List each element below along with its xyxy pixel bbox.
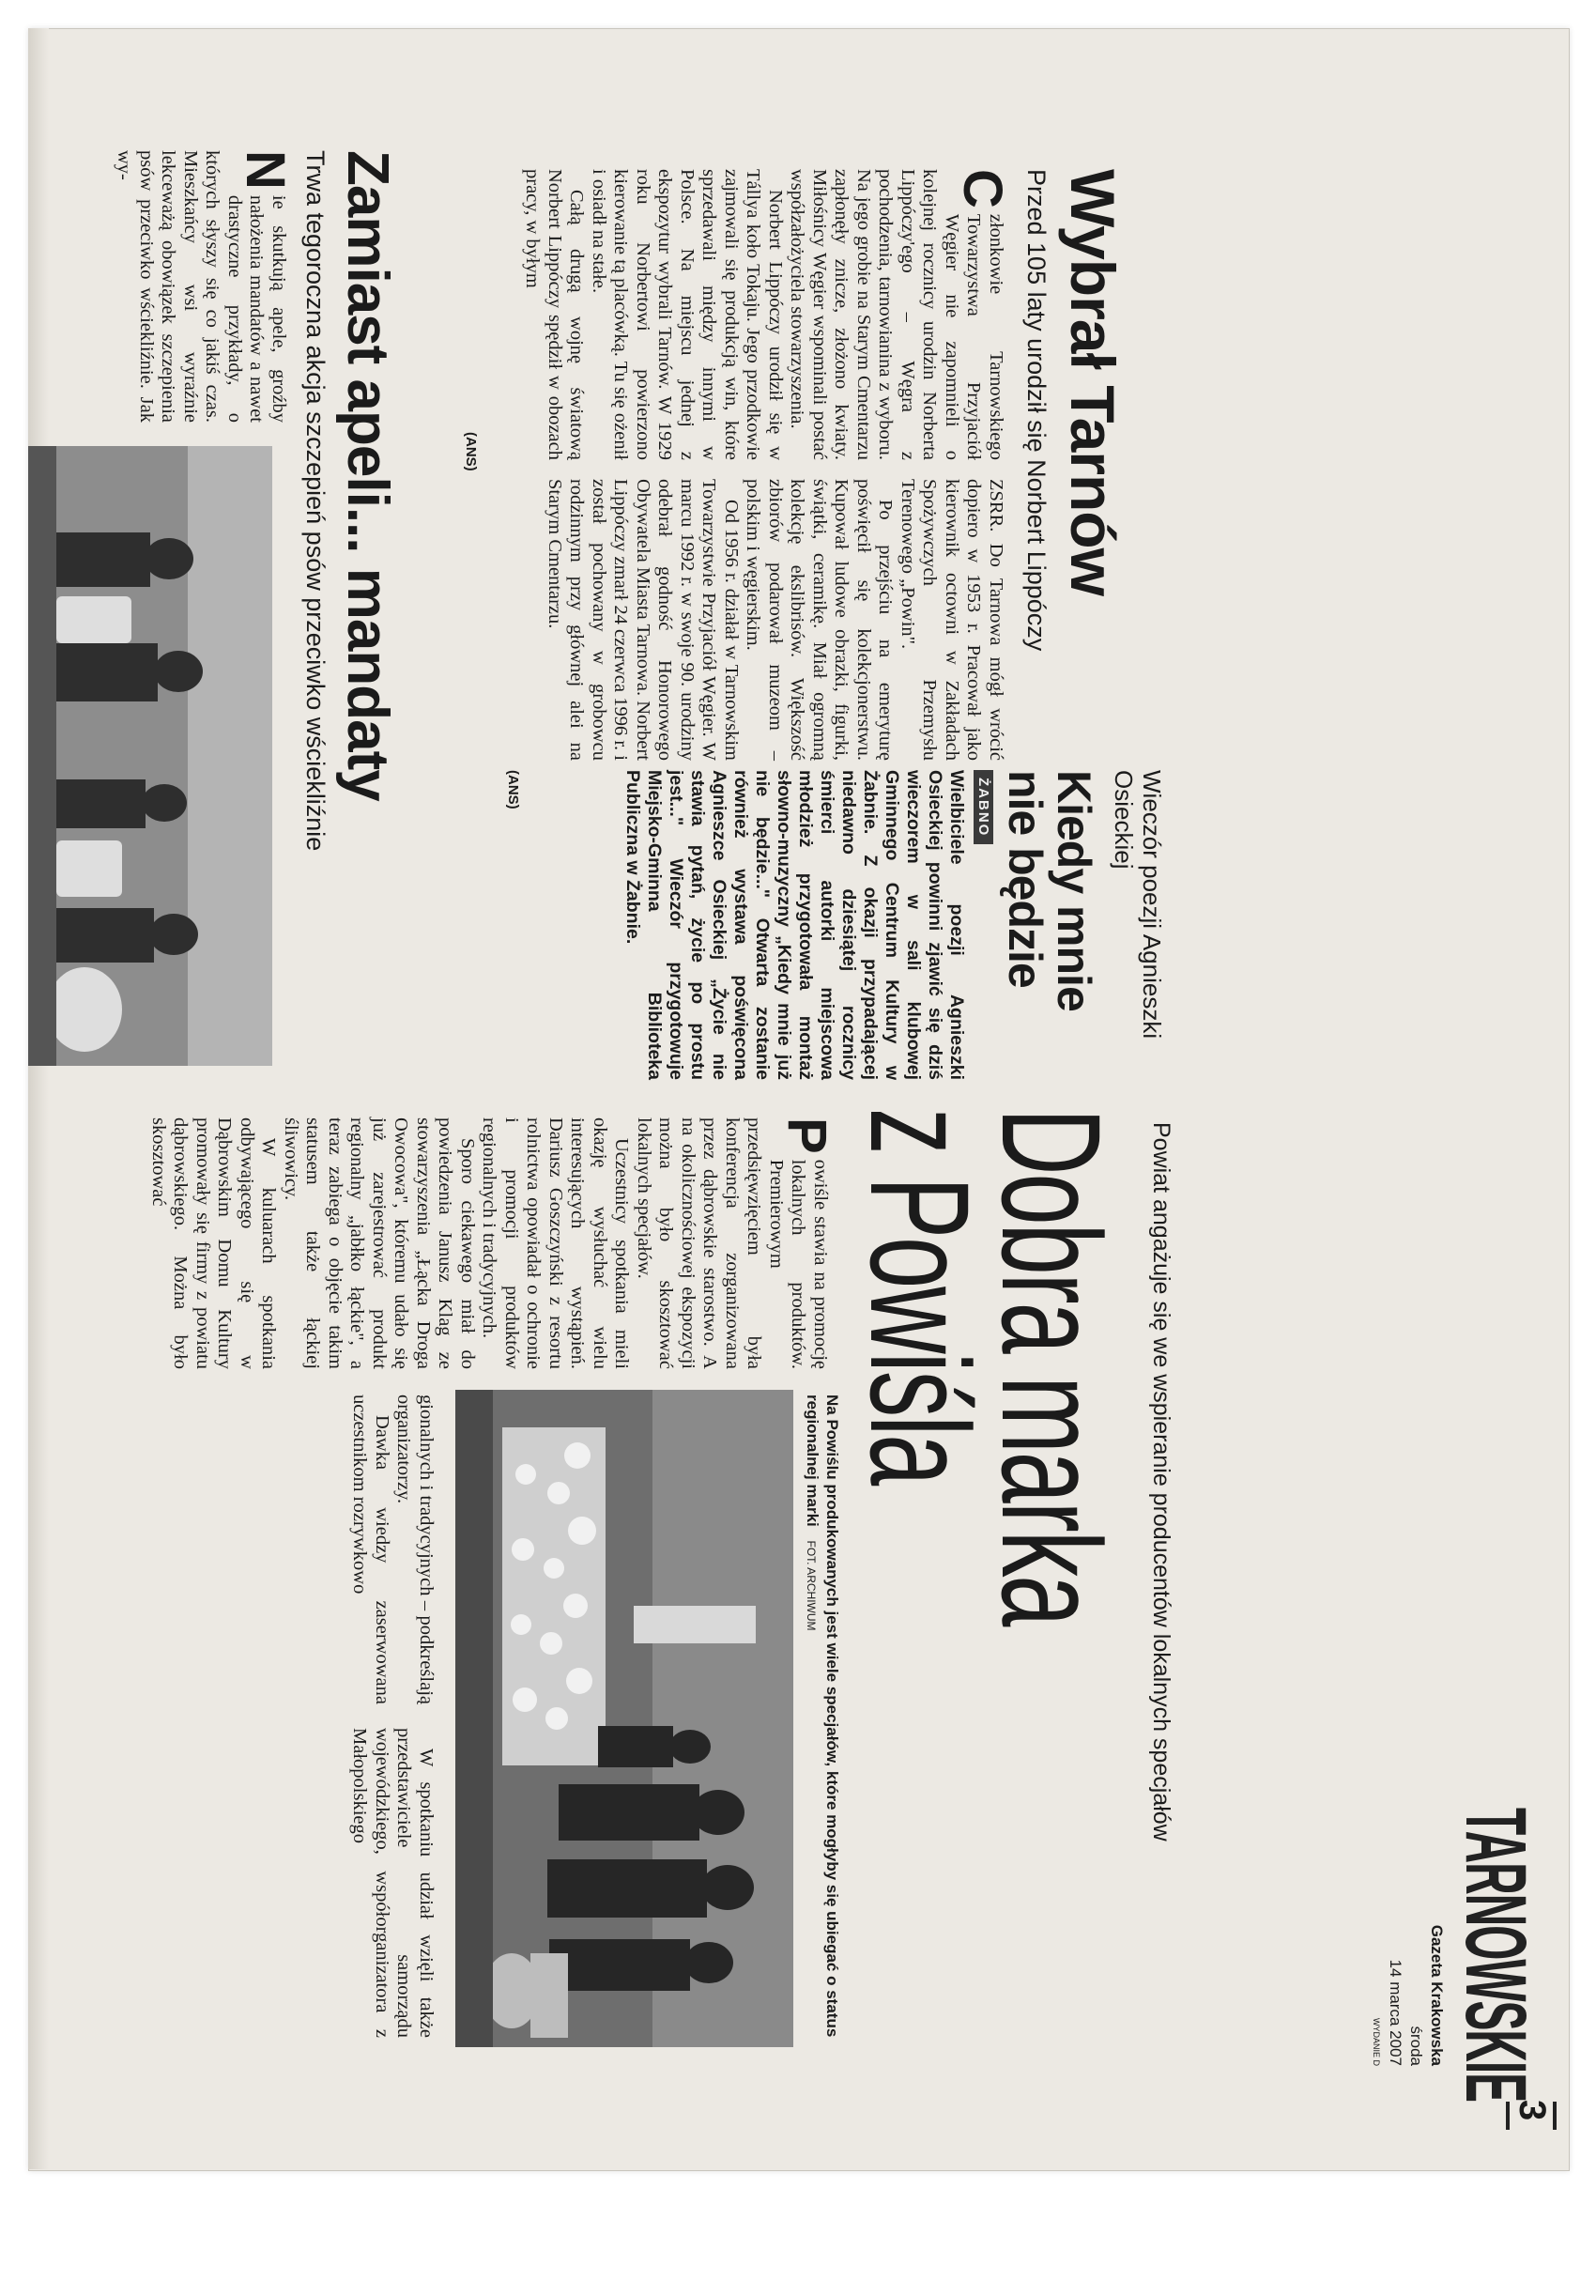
photo-caption bbox=[801, 1395, 842, 2042]
tarnow-signature: (ANS) bbox=[463, 432, 479, 471]
paper-name: Gazeta Krakowska bbox=[1428, 1924, 1446, 2066]
mandaty-col1 bbox=[36, 150, 296, 423]
tarnow-p2: Norbert Lippóczy urodził się w Tállya koło Tokaju. Jego przodkowie zajmowali się produkcją win, które sprzedawali między innymi w Polsce. Na miejscu jednej z ekspozytur wybrali Tarnów. W 1929 roku Norbertowi powierzono kierowanie tą placówką. Tu się ożenił i osiadł na stałe. bbox=[589, 169, 786, 460]
main-p2: Uczestnicy spotkania mieli okazję wysłuchać wielu interesujących wystąpień. Dariusz Goszczyński z resortu rolnictwa opowiadał o ochronie i promocji produktów regionalnych i tradycyjnych. bbox=[479, 1117, 633, 1369]
poetry-signature: (ANS) bbox=[505, 770, 521, 809]
main-p1: owiśle stawia na promocję lokalnych produktów. Premierowym przedsięwzięciem była konferencja zorganizowana przez dąbrowskie starostwo. A na okolicznościowej ekspozycji można było skosztować lokalnych specjałów. bbox=[634, 1117, 831, 1369]
poetry-body: Wielbiciele poezji Agnieszki Osieckiej powinni zjawić się dziś wieczorem w sali klubowej Gminnego Centrum Kultury w Żabnie. Z okazji przypadającej niedawno dziesiątej rocznicy śmierci autorki miejscowa młodzież przygotowała montaż słowno-muzyczny „Kiedy mnie już nie będzie..." Otwarta zostanie również wystawa poświęcona Agnieszce Osieckiej „Życie nie stawia pytań, życie po prostu jest..." Wieczór przygotowuje Miejsko-Gminna Biblioteka Publiczna w Żabnie. bbox=[622, 770, 967, 1080]
tarnow-p3: Całą drugą wojnę światową Norbert Lippóczy spędził w obozach pracy, w byłym bbox=[522, 169, 588, 460]
mandaty-drop-cap: N bbox=[235, 150, 296, 190]
main-headline-line2: z Powiśla bbox=[841, 1108, 999, 1485]
main-drop-cap: P bbox=[776, 1117, 837, 1154]
mandaty-p1: ie skutkują apele, groźby nałożenia mandatów a nawet drastyczne przykłady, o których słyszy się co jakiś czas. Mieszkańcy wsi wyraźnie lekceważą obowiązek szczepienia psów przeciwko wściekliźnie. Jak wy- bbox=[114, 150, 289, 423]
tarnow-c2-p2: Po przejściu na emeryturę poświęcił się kolekcjonerstwu. Kupował ludowe obrazki, figurki, świątki, ceramikę. Miał ogromną kolekcję ekslibrisów. Większość zbiorów podarował muzeom – polskim i węgierskim. bbox=[743, 479, 897, 761]
main-photo-image bbox=[455, 1390, 793, 2047]
poetry-body-wrap bbox=[622, 770, 967, 1080]
mandaty-headline: Zamiast apeli... mandaty bbox=[335, 150, 400, 801]
tarnow-subhead: Przed 105 laty urodził się Norbert Lippóczy bbox=[1022, 169, 1051, 652]
issue-date: 14 marca 2007 bbox=[1387, 1959, 1404, 2066]
poetry-kicker: Wieczór poezji Agnieszki Osieckiej bbox=[1110, 770, 1166, 1040]
main-kicker: Powiat angażuje się we wspieranie producentów lokalnych specjałów bbox=[1148, 1122, 1174, 1841]
photo-caption-text: Na Powiślu produkowanych jest wiele specjałów, które mogłyby się ubiegać o status regionalnej marki bbox=[804, 1395, 841, 2038]
tarnow-col2 bbox=[481, 479, 1006, 761]
tarnow-c2-p3: Od 1956 r. działał w Tarnowskim Towarzystwie Przyjaciół Węgier. W marcu 1992 r. w swoje 90. urodziny odebrał godność Honorowego Obywatela Miasta Tarnowa. Norbert Lippóczy zmarł 24 czerwca 1996 r. i został pochowany w grobowcu rodzinnym przy głównej alei na Starym Cmentarzu. bbox=[545, 479, 742, 761]
main-p4: W kuluarach spotkania odbywającego się w Dąbrowskim Domu Kultury promowały się firmy z powiatu dąbrowskiego. Można było skosztować bbox=[148, 1117, 280, 1369]
main-headline bbox=[973, 1108, 1130, 2150]
main-col2-p1: gionalnych i tradycyjnych – podkreślają organizatorzy. bbox=[393, 1395, 437, 1704]
edition-label: WYDANIE D bbox=[1372, 2017, 1381, 2066]
page-number: 3 bbox=[1512, 2100, 1553, 2121]
page-number-rule-bottom bbox=[1506, 2102, 1510, 2130]
rotated-newspaper-page bbox=[28, 28, 1568, 2169]
tarnow-p1: złonkowie Tarnowskiego Towarzystwa Przyjaciół Węgier nie zapomnieli o kolejnej rocznicy urodzin Norberta Lippóczy'ego – Węgra z pochodzenia, tarnowianina z wyboru. Na jego grobie na Starym Cmentarzu zapłonęły znicze, złożono kwiaty. Miłośnicy Węgier wspominali postać współzałożyciela stowarzyszenia. bbox=[787, 169, 1006, 460]
tarnow-c2-p1: ZSRR. Do Tarnowa mógł wrócić dopiero w 1953 r. Pracował jako kierownik octowni w Zakładach Spożywczych Przemysłu Terenowego „Powin". bbox=[898, 479, 1006, 761]
main-col2-p2: Dawka wiedzy zaserwowana uczestnikom rozrywkowo bbox=[349, 1395, 392, 1704]
tarnow-col1 bbox=[462, 169, 1013, 460]
issue-weekday: środa bbox=[1407, 2026, 1425, 2066]
mandaty-subhead: Trwa tegoroczna akcja szczepień psów przeciwko wściekliźnie bbox=[301, 150, 330, 852]
poetry-headline-line2: nie będzie bbox=[999, 770, 1051, 988]
masthead-meta bbox=[1369, 2066, 1557, 2160]
main-article-col3 bbox=[33, 1728, 437, 2038]
poetry-tag: ŻABNO bbox=[974, 770, 993, 844]
photo-credit: FOT. ARCHIWUM bbox=[805, 1540, 818, 1631]
main-article-col1 bbox=[33, 1117, 837, 1369]
poetry-headline bbox=[1001, 770, 1098, 1080]
main-p3: Sporo ciekawego miał do powiedzenia Janusz Klag ze stowarzyszenia „Łącka Droga Owocowa", któremu udało się już zarejestrować produkt regionalny „jabłko łąckie", a teraz zabiega o objęcie takim statusem także łąckiej śliwowicy. bbox=[281, 1117, 478, 1369]
main-article-col2 bbox=[33, 1395, 437, 1704]
mandaty-photo-image bbox=[28, 446, 272, 1066]
tarnow-drop-cap: C bbox=[952, 169, 1013, 208]
poetry-headline-line1: Kiedy mnie bbox=[1048, 770, 1100, 1011]
section-title: TARNOWSKIE bbox=[1448, 1808, 1543, 2102]
page-number-rule bbox=[1553, 2102, 1557, 2130]
main-headline-line1: Dobra marka bbox=[973, 1108, 1130, 1626]
main-col3-p1: W spotkaniu udział wzięli także przedstawiciele samorządu wojewódzkiego, współorganizatora z Małopolskiego bbox=[349, 1728, 437, 2038]
tarnow-headline: Wybrał Tarnów bbox=[1058, 169, 1128, 595]
main-photo bbox=[455, 1390, 793, 2047]
main-headline-2 bbox=[841, 1108, 999, 2150]
mandaty-photo bbox=[28, 446, 272, 1066]
